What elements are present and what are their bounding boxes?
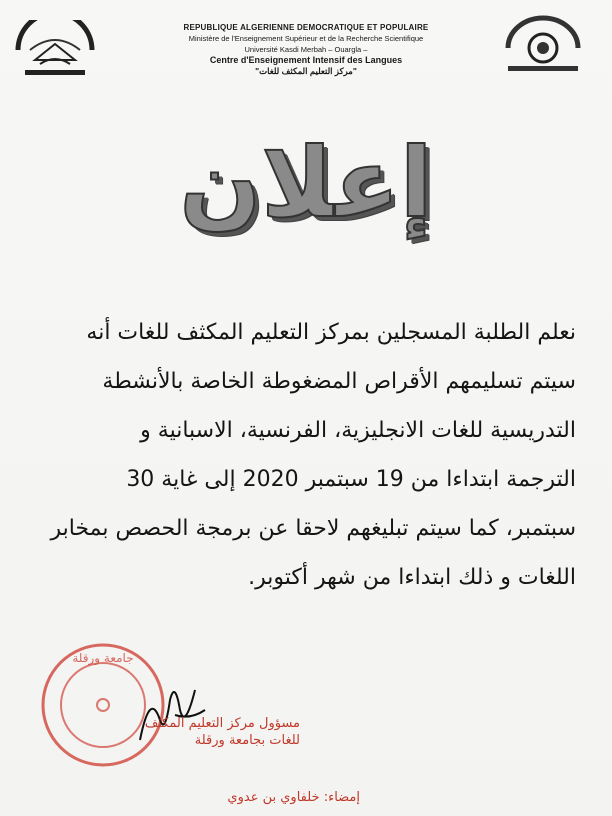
body-line: نعلم الطلبة المسجلين بمركز التعليم المكثف للغات أنه — [86, 320, 576, 345]
signatory-line2: للغات بجامعة ورقلة — [194, 733, 300, 748]
header-center-arabic: "مركز التعليم المكثف للغات" — [255, 66, 357, 76]
signatory-title — [80, 715, 300, 749]
letterhead — [150, 22, 462, 77]
signatory-name: إمضاء: خلفاوي بن عدوي — [227, 790, 360, 805]
signatory-line1: مسؤول مركز التعليم المكثف — [144, 716, 300, 731]
header-center: Centre d'Enseignement Intensif des Langues — [209, 55, 403, 65]
header-republic: REPUBLIQUE ALGERIENNE DEMOCRATIQUE ET POPULAIRE — [183, 23, 429, 32]
center-logo-icon — [498, 14, 588, 78]
announcement-title: إعلان — [179, 127, 433, 239]
stamp-text: جامعة ورقلة — [72, 651, 134, 665]
body-line: سيتم تسليمهم الأقراص المضغوطة الخاصة بالأنشطة — [102, 369, 576, 394]
body-line: سبتمبر، كما سيتم تبليغهم لاحقا عن برمجة الحصص بمخابر — [50, 516, 576, 541]
university-logo-icon — [10, 20, 100, 80]
body-line: التدريسية للغات الانجليزية، الفرنسية، الاسبانية و — [140, 418, 576, 443]
body-line: اللغات و ذلك ابتداءا من شهر أكتوبر. — [248, 565, 576, 590]
header-ministry: Ministère de l'Enseignement Supérieur et de la Recherche Scientifique — [188, 34, 424, 43]
body-line: الترجمة ابتداءا من 19 سبتمبر 2020 إلى غاية 30 — [126, 467, 576, 492]
header-university: Université Kasdi Merbah – Ouargla – — [244, 45, 368, 54]
announcement-body — [36, 308, 576, 602]
